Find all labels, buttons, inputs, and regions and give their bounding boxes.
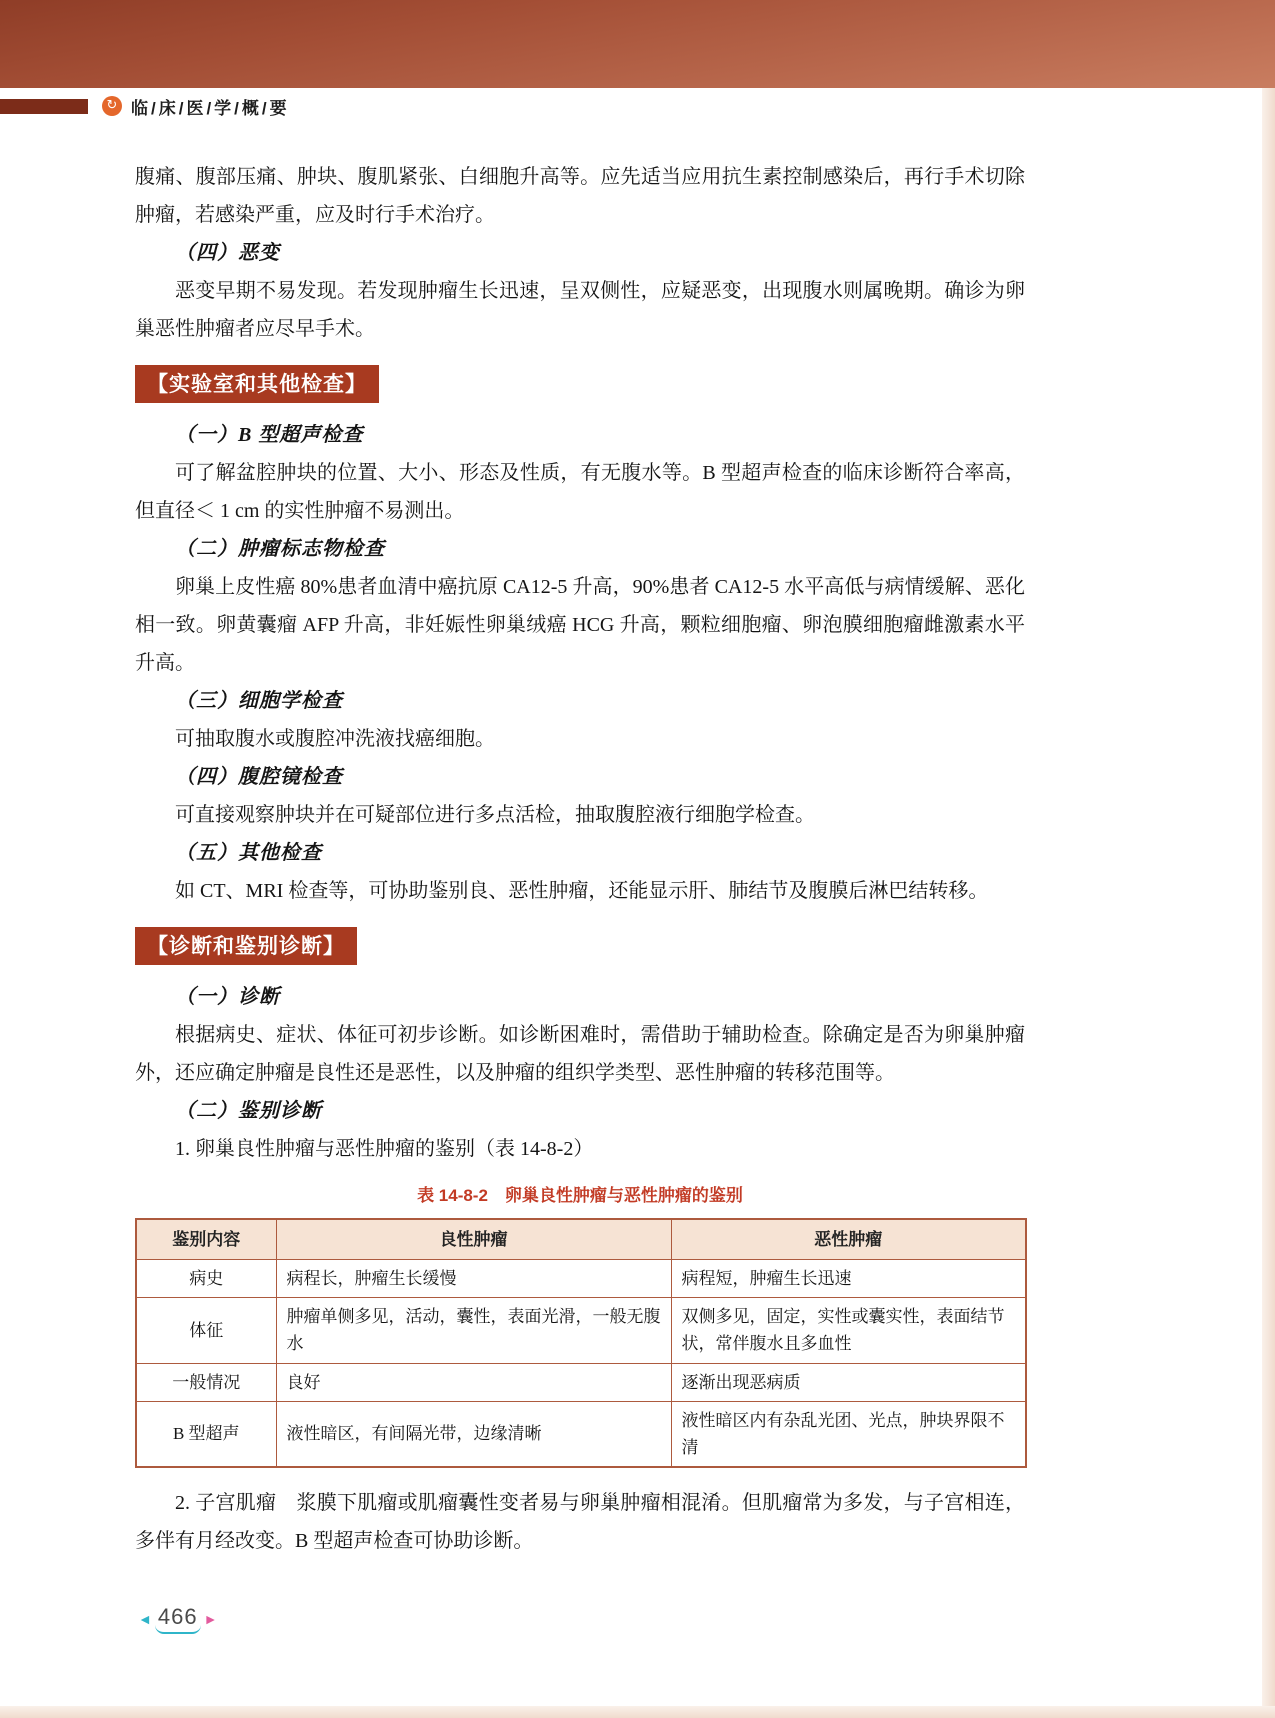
table-cell: 逐渐出现恶病质: [671, 1363, 1026, 1401]
page-edge-bottom: [0, 1706, 1275, 1718]
header-bar-decoration: [0, 99, 88, 114]
table-cell: 病史: [136, 1259, 276, 1297]
subsection-heading-tumor-markers: （二）肿瘤标志物检查: [175, 538, 385, 560]
subsection-heading-cytology: （三）细胞学检查: [175, 690, 343, 712]
section-header-wrap: [135, 927, 1025, 965]
book-title: 临/床/医/学/概/要: [131, 98, 290, 118]
table-cell: 双侧多见，固定，实性或囊实性，表面结节状，常伴腹水且多血性: [671, 1298, 1026, 1363]
column-header: 鉴别内容: [136, 1219, 276, 1260]
paragraph: 可了解盆腔肿块的位置、大小、形态及性质，有无腹水等。B 型超声检查的临床诊断符合率高，但直径＜ 1 cm 的实性肿瘤不易测出。: [135, 462, 1025, 522]
left-arrow-icon: ◄: [138, 1611, 152, 1627]
table-caption: 表 14-8-2 卵巢良性肿瘤与恶性肿瘤的鉴别: [417, 1186, 743, 1205]
table-cell: 病程短，肿瘤生长迅速: [671, 1259, 1026, 1297]
page-footer: [138, 1604, 217, 1634]
table-row: [136, 1401, 1026, 1467]
table-row: [136, 1298, 1026, 1363]
table-cell: 一般情况: [136, 1363, 276, 1401]
subsection-heading-laparoscopy: （四）腹腔镜检查: [175, 766, 343, 788]
column-header: 恶性肿瘤: [671, 1219, 1026, 1260]
column-header: 良性肿瘤: [276, 1219, 671, 1260]
section-header-wrap: [135, 365, 1025, 403]
table-cell: B 型超声: [136, 1401, 276, 1467]
paragraph: 卵巢上皮性癌 80%患者血清中癌抗原 CA12-5 升高，90%患者 CA12-5 水平高低与病情缓解、恶化相一致。卵黄囊瘤 AFP 升高，非妊娠性卵巢绒癌 HCG 升高，颗粒细胞瘤、卵泡膜细胞瘤雌激素水平升高。: [135, 576, 1025, 674]
page-content: [135, 158, 1025, 1560]
table-cell: 液性暗区，有间隔光带，边缘清晰: [276, 1401, 671, 1467]
section-header-lab-exams: 【实验室和其他检查】: [135, 365, 379, 403]
subsection-heading-ultrasound: （一）B 型超声检查: [175, 424, 364, 446]
table-cell: 肿瘤单侧多见，活动，囊性，表面光滑，一般无腹水: [276, 1298, 671, 1363]
comparison-table: [135, 1218, 1027, 1468]
paragraph: 可直接观察肿块并在可疑部位进行多点活检，抽取腹腔液行细胞学检查。: [175, 804, 815, 826]
top-gradient-band: [0, 0, 1275, 88]
table-cell: 病程长，肿瘤生长缓慢: [276, 1259, 671, 1297]
paragraph: 恶变早期不易发现。若发现肿瘤生长迅速，呈双侧性，应疑恶变，出现腹水则属晚期。确诊为卵巢恶性肿瘤者应尽早手术。: [135, 280, 1025, 340]
paragraph: 根据病史、症状、体征可初步诊断。如诊断困难时，需借助于辅助检查。除确定是否为卵巢肿瘤外，还应确定肿瘤是良性还是恶性，以及肿瘤的组织学类型、恶性肿瘤的转移范围等。: [135, 1024, 1025, 1084]
paragraph: 如 CT、MRI 检查等，可协助鉴别良、恶性肿瘤，还能显示肝、肺结节及腹膜后淋巴结转移。: [175, 880, 989, 902]
circle-arrow-icon: ↻: [102, 96, 122, 116]
page-edge-right: [1262, 88, 1275, 1718]
paragraph: 可抽取腹水或腹腔冲洗液找癌细胞。: [175, 728, 495, 750]
table-row: [136, 1259, 1026, 1297]
table-cell: 体征: [136, 1298, 276, 1363]
paragraph-continuation: 腹痛、腹部压痛、肿块、腹肌紧张、白细胞升高等。应先适当应用抗生素控制感染后，再行手术切除肿瘤，若感染严重，应及时行手术治疗。: [135, 166, 1025, 226]
table-row: [136, 1363, 1026, 1401]
list-item-2: 2. 子宫肌瘤 浆膜下肌瘤或肌瘤囊性变者易与卵巢肿瘤相混淆。但肌瘤常为多发，与子宫相连，多伴有月经改变。B 型超声检查可协助诊断。: [135, 1492, 1025, 1553]
subsection-heading-other-exams: （五）其他检查: [175, 842, 322, 864]
subsection-heading-differential: （二）鉴别诊断: [175, 1100, 322, 1122]
page-number: 466: [155, 1604, 201, 1634]
table-header-row: [136, 1219, 1026, 1260]
table-cell: 液性暗区内有杂乱光团、光点，肿块界限不清: [671, 1401, 1026, 1467]
running-header: [0, 94, 290, 118]
subsection-heading-malignant-change: （四）恶变: [175, 242, 280, 264]
section-header-diagnosis: 【诊断和鉴别诊断】: [135, 927, 357, 965]
right-arrow-icon: ►: [203, 1611, 218, 1627]
table-cell: 良好: [276, 1363, 671, 1401]
subsection-heading-diagnosis: （一）诊断: [175, 986, 280, 1008]
list-item-1: 1. 卵巢良性肿瘤与恶性肿瘤的鉴别（表 14-8-2）: [175, 1138, 594, 1160]
